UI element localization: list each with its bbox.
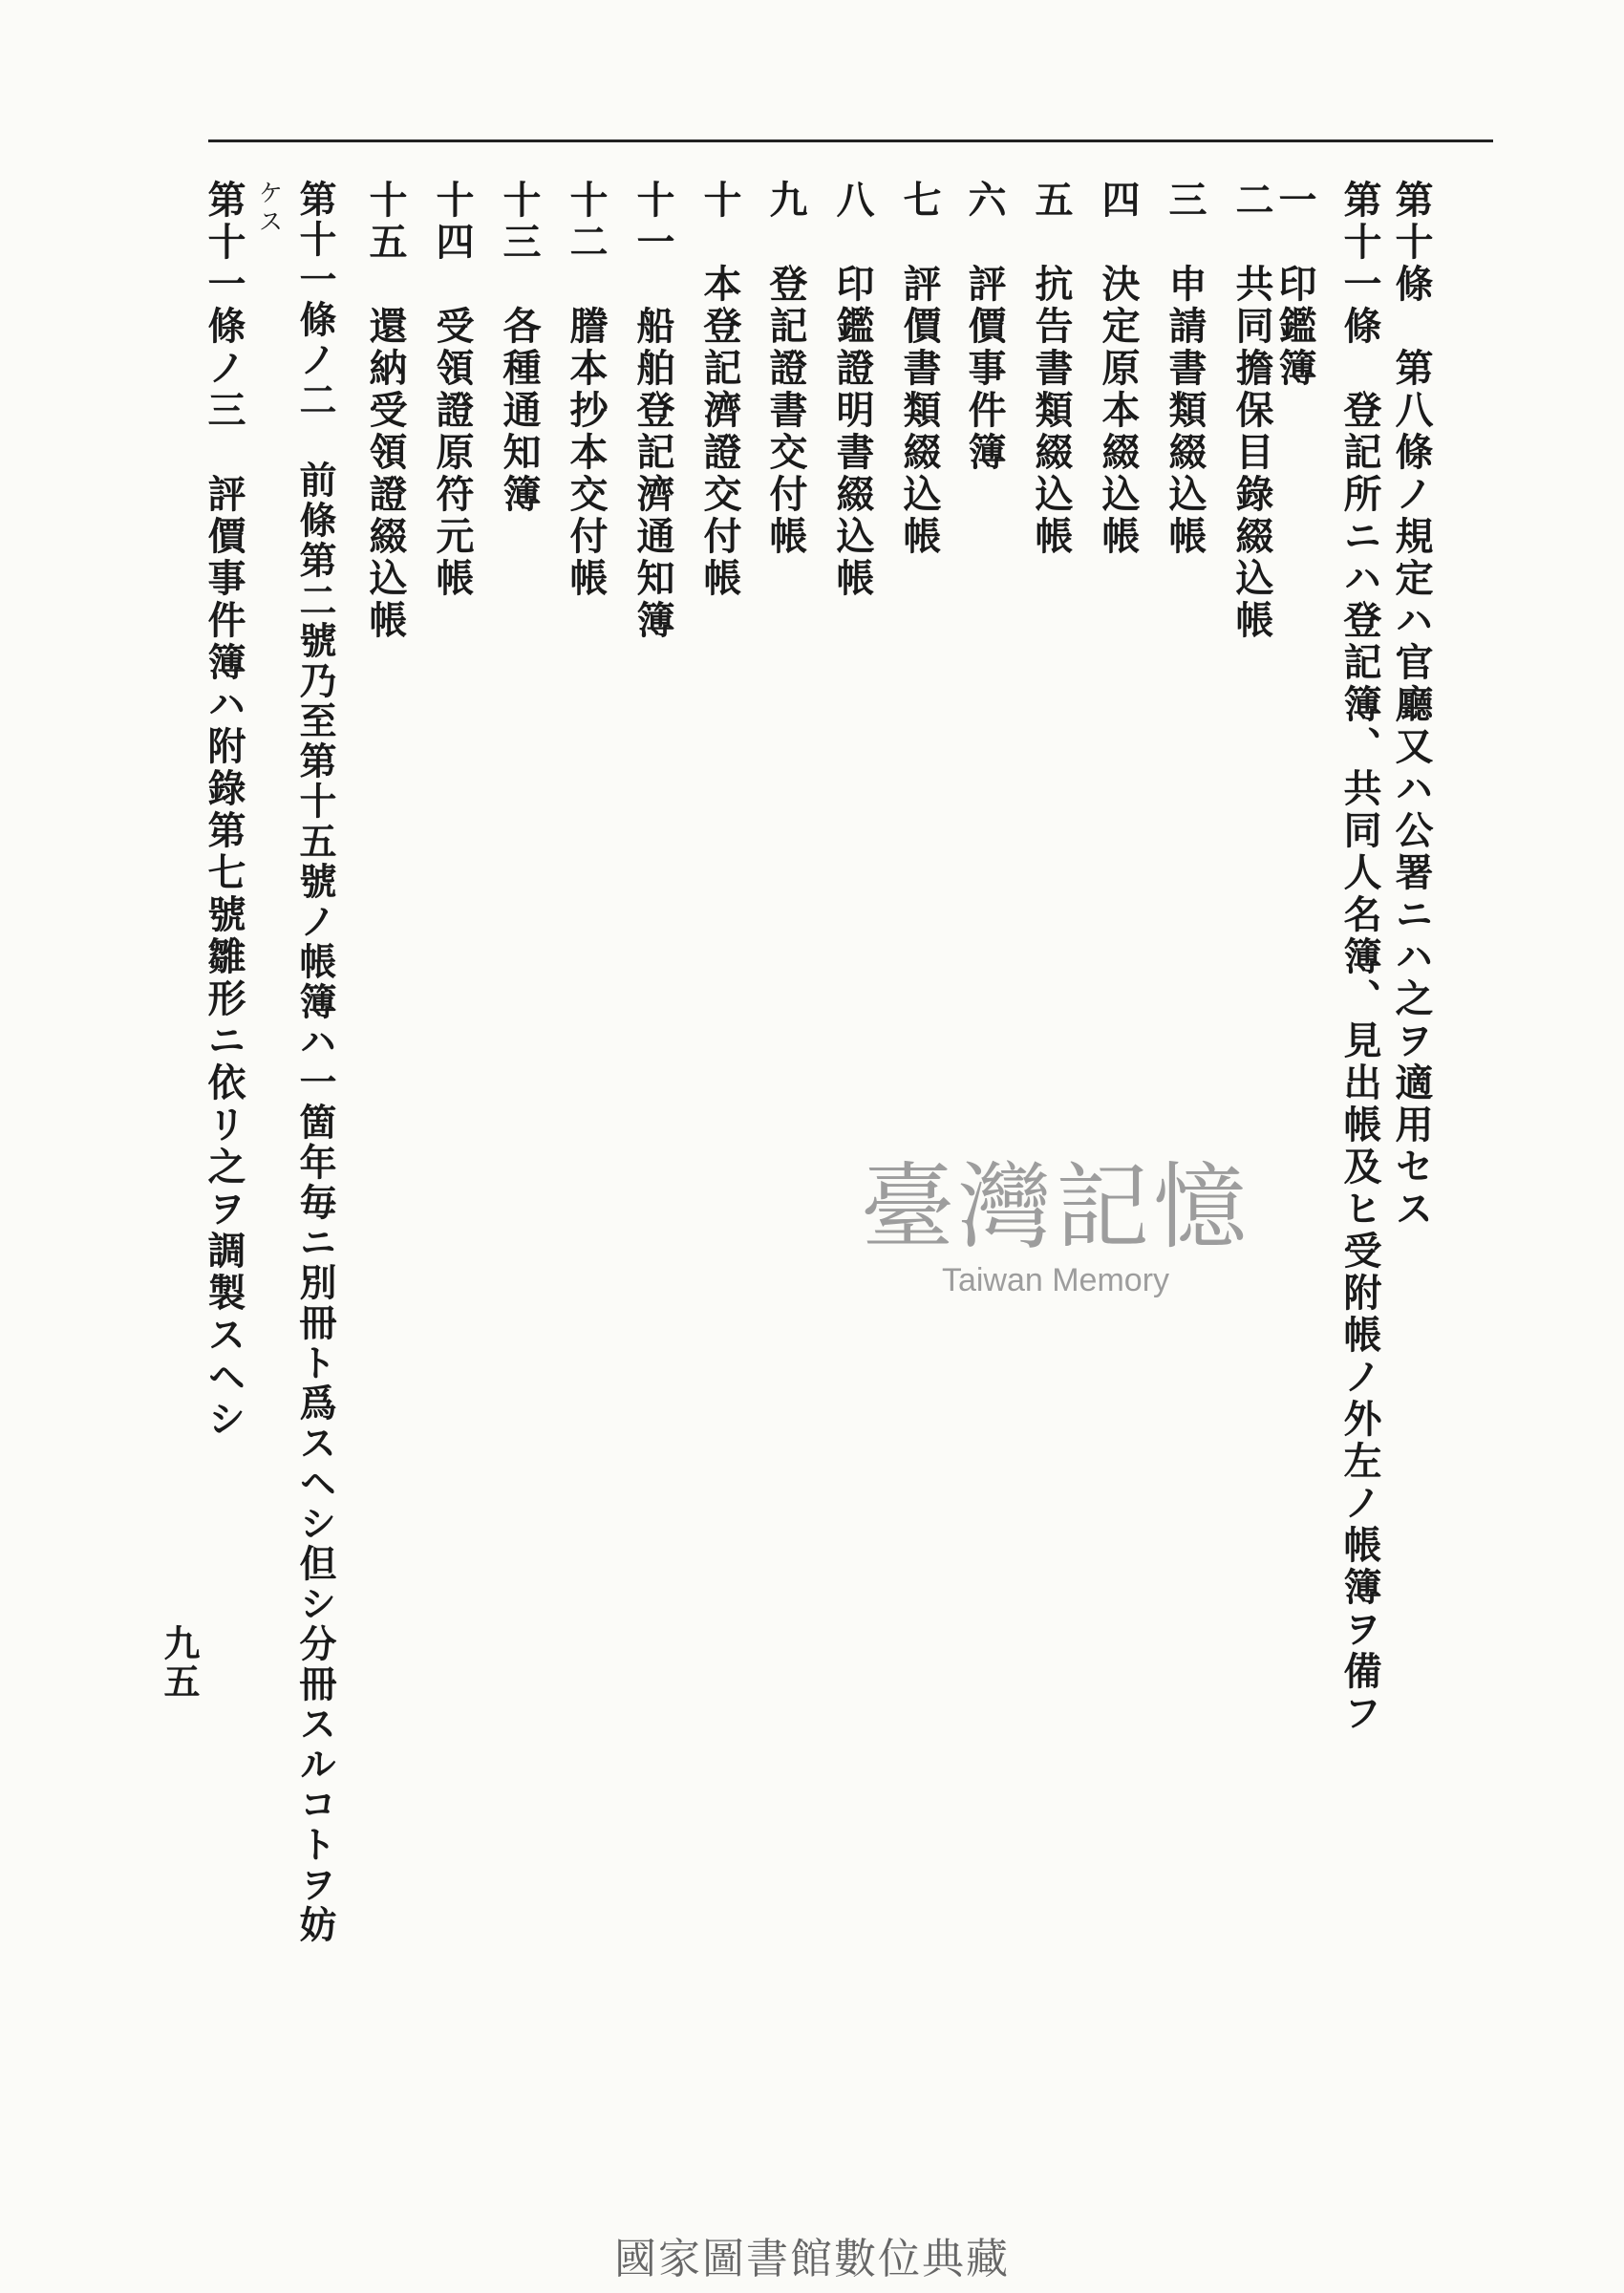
list-item-3: 三 申請書類綴込帳 [1163,180,1207,558]
list-item-5: 五 抗告書類綴込帳 [1029,180,1074,558]
list-item-6: 六 評價事件簿 [962,180,1007,474]
list-item-12: 十二 謄本抄本交付帳 [564,180,609,600]
list-item-14: 十四 受領證原符元帳 [430,180,475,600]
article-11-2: 第十一條ノ二 前條第二號乃至第十五號ノ帳簿ハ一箇年毎ニ別冊ト爲スヘシ但シ分冊スルコトヲ妨 [293,180,337,1945]
list-item-2: 二 共同擔保目錄綴込帳 [1229,180,1274,642]
list-item-15: 十五 還納受領證綴込帳 [363,180,408,642]
watermark-chinese: 臺灣記憶 [860,1153,1250,1262]
list-item-1: 一 印鑑簿 [1272,180,1317,390]
article-11-2-continuation: ケス [254,180,283,237]
header-rule [208,139,1493,142]
list-item-10: 十 本登記濟證交付帳 [697,180,742,600]
article-10: 第十條 第八條ノ規定ハ官廳又ハ公署ニハ之ヲ適用セス [1389,180,1434,1231]
list-item-13: 十三 各種通知簿 [497,180,542,516]
article-11-3: 第十一條ノ三 評價事件簿ハ附錄第七號雛形ニ依リ之ヲ調製スヘシ [202,180,246,1441]
watermark-english: Taiwan Memory [941,1262,1170,1298]
list-item-11: 十一 船舶登記濟通知簿 [630,180,675,642]
page-number: 九五 [158,1624,201,1701]
footer-attribution: 國家圖書館數位典藏 [614,2235,1010,2283]
article-11: 第十一條 登記所ニハ登記簿、共同人名簿、見出帳及ヒ受附帳ノ外左ノ帳簿ヲ備フ [1337,180,1382,1735]
list-item-8: 八 印鑑證明書綴込帳 [830,180,875,600]
list-item-7: 七 評價書類綴込帳 [897,180,942,558]
watermark-logo [807,1153,1304,1304]
list-item-9: 九 登記證書交付帳 [763,180,808,558]
list-item-4: 四 決定原本綴込帳 [1096,180,1141,558]
